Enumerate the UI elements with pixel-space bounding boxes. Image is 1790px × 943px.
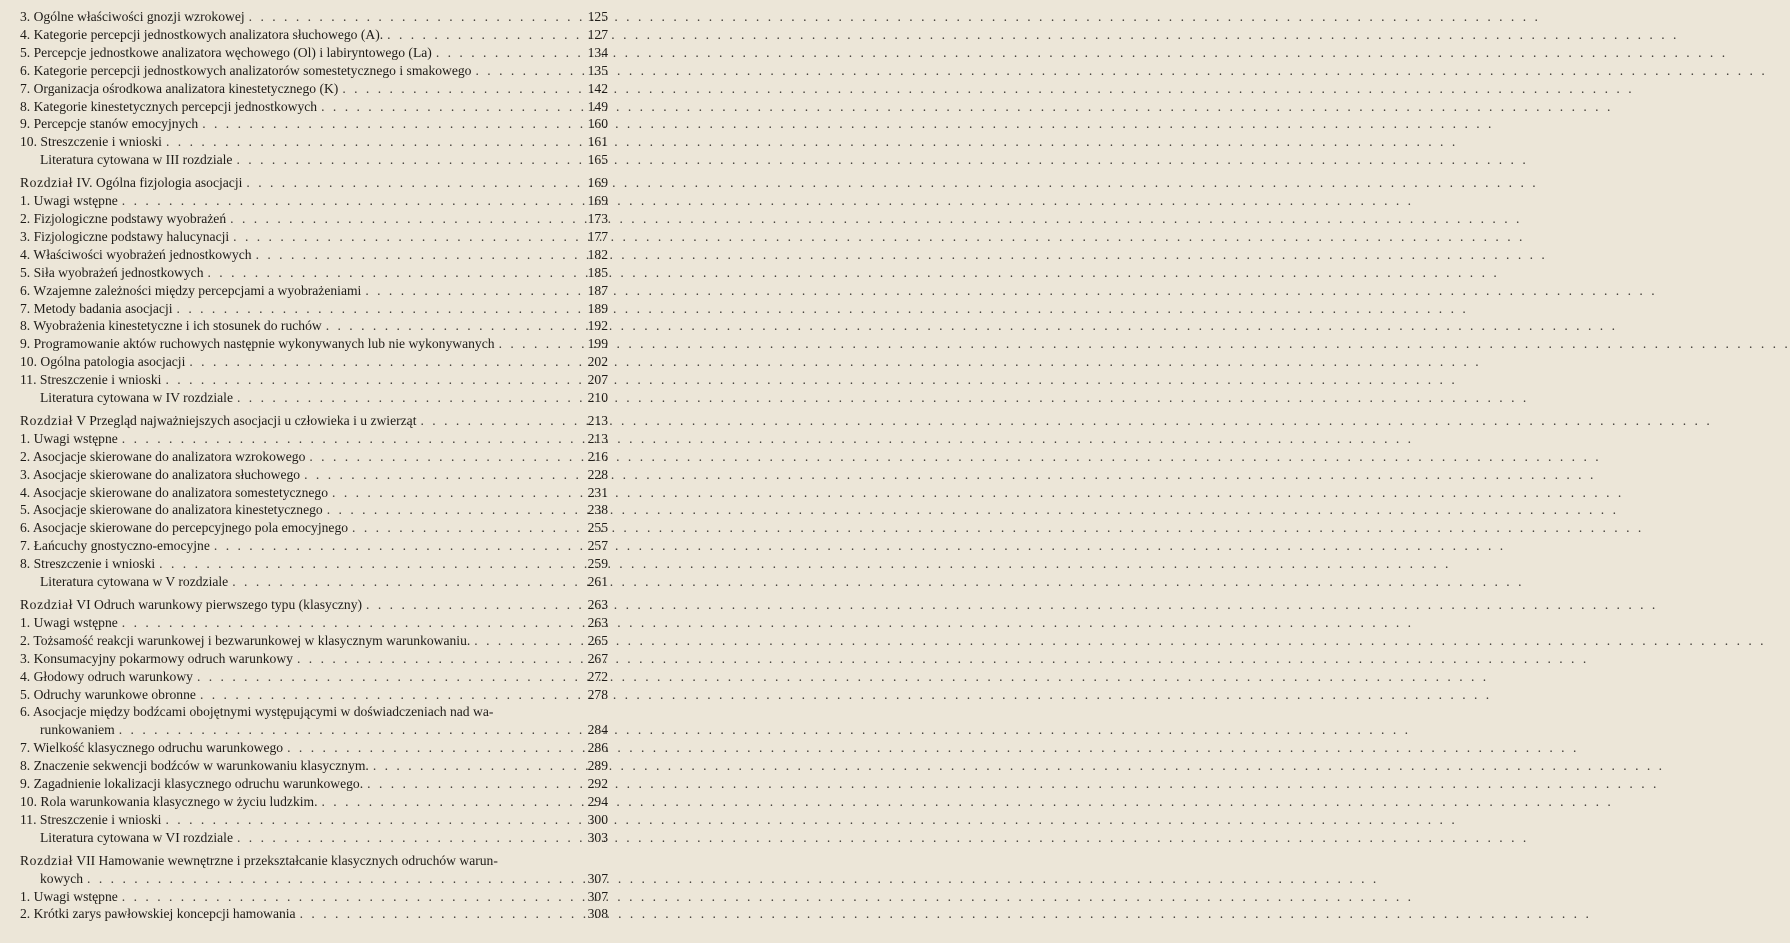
toc-entry <box>20 264 608 282</box>
dot-leader <box>293 650 572 668</box>
dot-leader <box>185 353 572 371</box>
dot-leader <box>322 317 572 335</box>
entry-title <box>20 739 283 757</box>
dot-leader <box>118 430 572 448</box>
dot-leader <box>362 596 572 614</box>
entry-title <box>20 757 369 775</box>
toc-entry <box>20 228 608 246</box>
toc-entry <box>20 430 608 448</box>
entry-title <box>20 852 498 870</box>
dot-leader <box>118 192 572 210</box>
toc-entry <box>20 537 608 555</box>
chapter-heading <box>20 852 608 870</box>
entry-title <box>20 703 493 721</box>
entry-text: Wyobrażenia kinestetyczne i ich stosunek do ruchów <box>33 318 322 334</box>
page-number: 265 <box>587 632 608 648</box>
page-number: 259 <box>587 556 608 572</box>
entry-number: 6. <box>20 704 31 720</box>
entry-title <box>20 632 470 650</box>
dot-leader <box>233 389 572 407</box>
page-number: 257 <box>587 538 608 554</box>
toc-entry <box>20 484 608 502</box>
entry-number: 2. <box>20 448 31 464</box>
page-number: 286 <box>587 740 608 756</box>
toc-entry <box>20 739 608 757</box>
chapter-heading <box>20 412 608 430</box>
toc-entry <box>20 501 608 519</box>
page-number: 263 <box>587 614 608 630</box>
page-number: 192 <box>587 318 608 334</box>
toc-entry <box>20 335 608 353</box>
entry-number: 5. <box>20 264 31 280</box>
dot-leader <box>470 632 572 650</box>
page-number: 161 <box>587 134 608 150</box>
entry-text: Percepcje jednostkowe analizatora węchowego (Ol) i labiryntowego (La) <box>33 44 432 60</box>
entry-number: 4. <box>20 26 31 42</box>
entry-title <box>20 44 432 62</box>
entry-number: 1. <box>20 193 31 209</box>
entry-text: Siła wyobrażeń jednostkowych <box>33 264 204 280</box>
dot-leader <box>173 300 572 318</box>
dot-leader <box>198 115 572 133</box>
dot-leader <box>348 519 572 537</box>
entry-number: 3. <box>20 228 31 244</box>
toc-entry-continuation <box>20 870 608 888</box>
dot-leader <box>317 98 572 116</box>
toc-entry <box>20 632 608 650</box>
entry-title <box>20 537 210 555</box>
dot-leader <box>245 8 572 26</box>
page-number: 165 <box>587 152 608 168</box>
entry-title <box>20 501 323 519</box>
dot-leader <box>305 448 572 466</box>
entry-title <box>20 264 204 282</box>
entry-title <box>20 335 495 353</box>
chapter-word: Rozdział <box>20 597 74 612</box>
entry-title <box>20 466 300 484</box>
page-number: 189 <box>587 300 608 316</box>
toc-entry <box>20 519 608 537</box>
entry-title <box>20 484 328 502</box>
page-number: 202 <box>587 354 608 370</box>
dot-leader <box>361 282 572 300</box>
entry-number: 7. <box>20 538 31 554</box>
page-number: 142 <box>587 80 608 96</box>
toc-entry <box>20 793 608 811</box>
page-number: 231 <box>587 484 608 500</box>
toc-entry <box>20 614 608 632</box>
page-number: 134 <box>587 44 608 60</box>
toc-entry <box>20 210 608 228</box>
entry-number: 11. <box>20 811 37 827</box>
dot-leader <box>83 870 572 888</box>
entry-number: 7. <box>20 740 31 756</box>
entry-number: 2. <box>20 632 31 648</box>
entry-number: 5. <box>20 502 31 518</box>
chapter-word: Rozdział <box>20 175 74 191</box>
dot-leader <box>369 757 572 775</box>
entry-title <box>20 412 416 430</box>
entry-title <box>20 246 252 264</box>
entry-text: Literatura cytowana w III rozdziale <box>40 152 233 168</box>
page-number: 289 <box>587 758 608 774</box>
chapter-heading <box>20 174 608 192</box>
dot-leader <box>300 466 572 484</box>
entry-text: Asocjacje skierowane do analizatora słuchowego <box>32 466 301 482</box>
entry-text: VII Hamowanie wewnętrzne i przekształcanie klasycznych odruchów warun- <box>76 852 498 868</box>
entry-title <box>20 829 233 847</box>
entry-title <box>20 614 118 632</box>
entry-text: Asocjacje skierowane do percepcyjnego pola emocyjnego <box>32 520 349 536</box>
page-number: 278 <box>587 686 608 702</box>
entry-title <box>20 775 363 793</box>
page-number: 267 <box>587 650 608 666</box>
entry-text: Uwagi wstępne <box>33 614 118 630</box>
page-number: 261 <box>587 574 608 590</box>
entry-title <box>20 353 185 371</box>
dot-leader <box>323 501 572 519</box>
dot-leader <box>115 721 572 739</box>
entry-title <box>20 282 361 300</box>
entry-number: 5. <box>20 44 31 60</box>
entry-number: 10. <box>20 134 37 150</box>
entry-number: 8. <box>20 758 31 774</box>
entry-number: 9. <box>20 336 31 352</box>
dot-leader <box>495 335 572 353</box>
entry-number: 6. <box>20 282 31 298</box>
entry-text: Właściwości wyobrażeń jednostkowych <box>33 246 252 262</box>
entry-text: Organizacja ośrodkowa analizatora kinestetycznego (K) <box>33 80 339 96</box>
entry-number: 1. <box>20 888 31 904</box>
toc-entry <box>20 905 608 923</box>
toc-entry <box>20 26 608 44</box>
page-number: 187 <box>587 282 608 298</box>
toc-entry <box>20 353 608 371</box>
dot-leader <box>228 573 572 591</box>
entry-continuation: kowych <box>40 870 84 886</box>
toc-entry <box>20 44 608 62</box>
dot-leader <box>232 151 572 169</box>
entry-text: Metody badania asocjacji <box>33 300 173 316</box>
entry-text: V Przegląd najważniejszych asocjacji u człowieka i u zwierząt <box>76 412 417 428</box>
entry-text: Uwagi wstępne <box>33 193 118 209</box>
entry-title <box>20 98 317 116</box>
entry-text: Literatura cytowana w VI rozdziale <box>40 829 233 845</box>
entry-text: Programowanie aktów ruchowych następnie wykonywanych lub nie wykonywanych <box>33 336 495 352</box>
dot-leader <box>118 614 572 632</box>
entry-number: 2. <box>20 210 31 226</box>
page-number: 238 <box>587 502 608 518</box>
dot-leader <box>363 775 572 793</box>
toc-entry <box>20 668 608 686</box>
entry-number: 3. <box>20 9 31 24</box>
page-number: 300 <box>587 811 608 827</box>
dot-leader <box>155 555 572 573</box>
dot-leader <box>204 264 573 282</box>
entry-number: 4. <box>20 484 31 500</box>
toc-entry <box>20 448 608 466</box>
entry-number: 6. <box>20 520 31 536</box>
entry-title <box>20 596 362 614</box>
chapter-word: Rozdział <box>20 852 74 868</box>
entry-title <box>20 371 161 389</box>
entry-text: Znaczenie sekwencji bodźców w warunkowaniu klasycznym. <box>33 758 369 774</box>
entry-text: VI Odruch warunkowy pierwszego typu (klasyczny) <box>76 597 363 612</box>
entry-number: 9. <box>20 116 31 132</box>
entry-number: 10. <box>20 793 37 809</box>
toc-entry <box>20 466 608 484</box>
entry-title <box>20 650 293 668</box>
dot-leader <box>432 44 572 62</box>
dot-leader <box>226 210 572 228</box>
entry-text: Rola warunkowania klasycznego w życiu ludzkim. <box>40 793 318 809</box>
page-number: 199 <box>587 336 608 352</box>
toc-entry <box>20 317 608 335</box>
entry-title <box>20 151 232 169</box>
entry-title <box>20 888 118 906</box>
page-number: 135 <box>587 62 608 78</box>
entry-text: Asocjacje skierowane do analizatora wzrokowego <box>32 448 306 464</box>
page-number: 149 <box>587 98 608 114</box>
entry-title <box>20 448 305 466</box>
dot-leader <box>252 246 572 264</box>
entry-title <box>20 519 348 537</box>
entry-number: 5. <box>20 686 31 702</box>
entry-title <box>20 115 198 133</box>
entry-text: Uwagi wstępne <box>33 888 118 904</box>
dot-leader <box>161 371 572 389</box>
entry-continuation: runkowaniem <box>40 722 115 738</box>
entry-number: 4. <box>20 246 31 262</box>
page-number: 272 <box>587 668 608 684</box>
entry-text: Ogólne właściwości gnozji wzrokowej <box>33 9 245 24</box>
entry-title <box>20 192 118 210</box>
entry-text: Zagadnienie lokalizacji klasycznego odruchu warunkowego. <box>33 776 364 792</box>
entry-text: Asocjacje skierowane do analizatora kinestetycznego <box>32 502 323 518</box>
entry-text: Percepcje stanów emocyjnych <box>33 116 199 132</box>
page-number: 210 <box>587 390 608 406</box>
page-number: 307 <box>587 870 608 886</box>
toc-entry <box>20 115 608 133</box>
entry-text: Literatura cytowana w V rozdziale <box>40 574 229 590</box>
toc-entry <box>20 703 608 721</box>
entry-text: Streszczenie i wnioski <box>39 811 162 827</box>
entry-text: Łańcuchy gnostyczno-emocyjne <box>33 538 210 554</box>
entry-text: Wzajemne zależności między percepcjami a wyobrażeniami <box>33 282 362 298</box>
entry-number: 4. <box>20 668 31 684</box>
bibliography-entry <box>20 829 608 847</box>
page-number: 169 <box>587 175 608 191</box>
toc-entry <box>20 133 608 151</box>
entry-text: Konsumacyjny pokarmowy odruch warunkowy <box>33 650 293 666</box>
book-page <box>0 0 620 943</box>
entry-title <box>20 26 383 44</box>
page-number: 160 <box>587 116 608 132</box>
toc-entry <box>20 300 608 318</box>
dot-leader <box>318 793 573 811</box>
entry-text: Asocjacje skierowane do analizatora somestetycznego <box>32 484 329 500</box>
dot-leader <box>229 228 572 246</box>
entry-title <box>20 573 228 591</box>
entry-title <box>20 430 118 448</box>
entry-text: Streszczenie i wnioski <box>39 372 162 388</box>
entry-title <box>20 793 318 811</box>
entry-text: IV. Ogólna fizjologia asocjacji <box>76 175 243 191</box>
dot-leader <box>210 537 572 555</box>
entry-number: 9. <box>20 776 31 792</box>
dot-leader <box>118 888 572 906</box>
entry-text: Tożsamość reakcji warunkowej i bezwarunkowej w klasycznym warunkowaniu. <box>33 632 471 648</box>
entry-number: 1. <box>20 430 31 446</box>
toc-entry <box>20 650 608 668</box>
entry-text: Streszczenie i wnioski <box>33 556 156 572</box>
toc-entry <box>20 371 608 389</box>
entry-title <box>20 8 245 26</box>
entry-number: 3. <box>20 650 31 666</box>
entry-text: Odruchy warunkowe obronne <box>33 686 196 702</box>
bibliography-entry <box>20 573 608 591</box>
entry-title <box>20 668 193 686</box>
entry-title <box>20 80 338 98</box>
page-number: 182 <box>587 246 608 262</box>
entry-text: Streszczenie i wnioski <box>40 134 162 150</box>
dot-leader <box>296 905 572 923</box>
entry-number: 11. <box>20 372 37 388</box>
entry-title <box>20 133 162 151</box>
entry-text: Fizjologiczne podstawy wyobrażeń <box>33 210 227 226</box>
page-number: 292 <box>587 776 608 792</box>
entry-number: 7. <box>20 300 31 316</box>
toc-entry <box>20 192 608 210</box>
entry-title <box>20 228 229 246</box>
page-number: 216 <box>587 448 608 464</box>
toc-entry <box>20 757 608 775</box>
toc-entry <box>20 775 608 793</box>
entry-number: 1. <box>20 614 31 630</box>
page-number: 263 <box>587 597 608 612</box>
toc-entry <box>20 80 608 98</box>
page-number: 127 <box>587 26 608 42</box>
entry-number: 8. <box>20 556 31 572</box>
page-number: 185 <box>587 264 608 280</box>
entry-title <box>20 905 296 923</box>
entry-number: 3. <box>20 466 31 482</box>
entry-title <box>20 555 155 573</box>
toc-entry <box>20 246 608 264</box>
entry-number: 8. <box>20 98 31 114</box>
dot-leader <box>338 80 572 98</box>
entry-title <box>20 62 471 80</box>
bibliography-entry <box>20 151 608 169</box>
page-number: 177 <box>587 228 608 244</box>
page-number: 169 <box>587 193 608 209</box>
entry-title <box>20 210 226 228</box>
page-number: 228 <box>587 466 608 482</box>
page-number: 294 <box>587 793 608 809</box>
page-number: 213 <box>587 430 608 446</box>
entry-text: Ogólna patologia asocjacji <box>40 354 186 370</box>
page-number: 303 <box>587 829 608 845</box>
entry-text: Asocjacje między bodźcami obojętnymi występującymi w doświadczeniach nad wa- <box>32 704 494 720</box>
entry-title <box>20 300 173 318</box>
entry-text: Głodowy odruch warunkowy <box>33 668 193 684</box>
entry-number: 2. <box>20 906 31 922</box>
entry-title <box>20 174 242 192</box>
page-number: 308 <box>587 906 608 922</box>
entry-title <box>20 389 233 407</box>
page-number: 213 <box>587 412 608 428</box>
entry-text: Wielkość klasycznego odruchu warunkowego <box>33 740 284 756</box>
dot-leader <box>416 412 572 430</box>
entry-number: 8. <box>20 318 31 334</box>
entry-text: Krótki zarys pawłowskiej koncepcji hamowania <box>33 906 296 922</box>
dot-leader <box>383 26 572 44</box>
toc-entry <box>20 811 608 829</box>
page-number: 307 <box>587 888 608 904</box>
toc-entry <box>20 686 608 704</box>
toc-entry <box>20 888 608 906</box>
entry-text: Literatura cytowana w IV rozdziale <box>40 390 233 406</box>
dot-leader <box>193 668 572 686</box>
page-number: 207 <box>587 372 608 388</box>
dot-leader <box>196 686 572 704</box>
toc-entry-continuation <box>20 721 608 739</box>
dot-leader <box>233 829 572 847</box>
chapter-word: Rozdział <box>20 412 74 428</box>
toc-entry <box>20 282 608 300</box>
entry-title <box>20 317 322 335</box>
toc-entry <box>20 555 608 573</box>
page-number: 255 <box>587 520 608 536</box>
dot-leader <box>162 133 572 151</box>
entry-title <box>20 686 196 704</box>
entry-number: 6. <box>20 62 31 78</box>
dot-leader <box>328 484 572 502</box>
entry-number: 10. <box>20 354 37 370</box>
entry-text: Kategorie percepcji jednostkowych analizatorów somestetycznego i smakowego <box>33 62 472 78</box>
dot-leader <box>283 739 572 757</box>
entry-text: Kategorie percepcji jednostkowych analizatora słuchowego (A). <box>33 26 384 42</box>
toc-entry <box>20 62 608 80</box>
dot-leader <box>242 174 572 192</box>
entry-text: Fizjologiczne podstawy halucynacji <box>33 228 230 244</box>
toc-entry <box>20 8 608 26</box>
entry-number: 7. <box>20 80 31 96</box>
page-number: 125 <box>587 9 608 24</box>
entry-title <box>20 811 161 829</box>
page-number: 284 <box>587 722 608 738</box>
table-of-contents <box>20 8 608 923</box>
chapter-heading <box>20 596 608 614</box>
bibliography-entry <box>20 389 608 407</box>
dot-leader <box>161 811 572 829</box>
entry-text: Uwagi wstępne <box>33 430 118 446</box>
toc-entry <box>20 98 608 116</box>
dot-leader <box>471 62 572 80</box>
entry-text: Kategorie kinestetycznych percepcji jednostkowych <box>33 98 318 114</box>
page-number: 173 <box>587 210 608 226</box>
